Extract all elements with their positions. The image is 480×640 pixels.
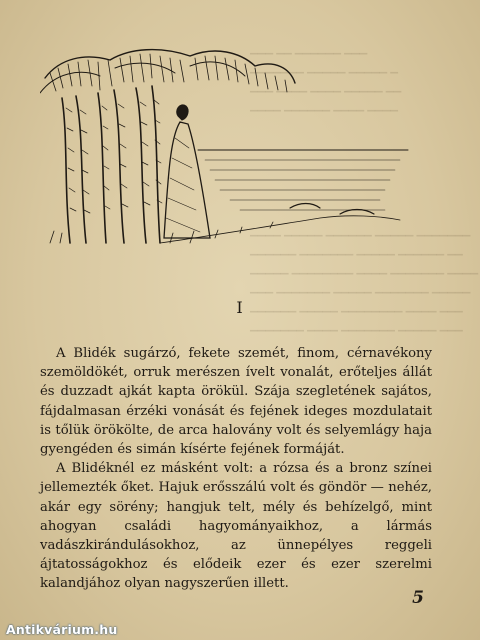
paragraph: A Blidék sugárzó, fekete szemét, finom, cérnavékony szemöldökét, orruk merészen ívelt vonalát, erőteljes állát és duzzadt ajkát kapta örökül. Szája szegletének sajátos, fájdalmasan érzéki vonását és fejének ideges mozdulatait is tőlük örökölte, de arca halovány volt és selyemlágy haja gyengéden és simán kísérte fejének formáját.	[40, 346, 432, 458]
watermark-logo: Antikvárium.hu	[6, 621, 118, 637]
body-text	[40, 344, 432, 594]
paragraph: A Blidéknél ez másként volt: a rózsa és a bronz színei jellemezték őket. Hajuk erősszálú volt és göndör — nehéz, akár egy sörény; hangjuk telt, mély és behízelgő, mint ahogyan családi hagyományaikhoz, a lármás vadászkirándulásokhoz, az ünnepélyes reggeli ájtatosságokhoz és elődeik ezer és ezer szerelmi kalandjához olyan nagyszerűen illett.	[40, 461, 432, 592]
illustration-woman-by-lake	[40, 38, 410, 248]
show-through-text: ▁▁▁▁ ▁▁▁▁▁ ▁▁▁▁▁▁ ▁▁▁▁▁ ▁▁▁▁▁▁▁ ▁▁▁▁▁▁ ▁▁▁▁▁▁▁ ▁▁▁▁▁ ▁▁▁▁▁▁ ▁▁ ▁▁▁▁▁ ▁▁▁▁▁▁▁▁ ▁▁▁▁ ▁▁▁▁▁▁▁ ▁▁▁▁ ▁▁▁ ▁▁▁▁▁▁▁ ▁▁▁▁▁ ▁▁▁▁▁▁▁ ▁▁▁▁▁ ▁▁▁▁▁▁ ▁▁▁▁▁ ▁▁▁▁▁▁▁▁ ▁▁▁▁ ▁▁▁ ▁▁▁▁▁▁▁ ▁▁▁▁ ▁▁▁▁▁▁▁ ▁▁▁▁▁ ▁▁▁	[250, 226, 479, 332]
page-number: 5	[412, 588, 424, 608]
chapter-number: I	[236, 298, 244, 317]
show-through-text: ▁▁▁ ▁▁ ▁▁▁▁▁▁ ▁▁▁ ▁▁▁▁▁▁▁ ▁▁▁▁▁ ▁▁▁▁▁ ▁ ▁▁▁ ▁▁▁▁ ▁▁▁▁ ▁▁▁▁▁ ▁▁ ▁▁▁▁ ▁▁▁▁▁▁ ▁▁▁▁ ▁▁▁▁	[250, 44, 402, 112]
